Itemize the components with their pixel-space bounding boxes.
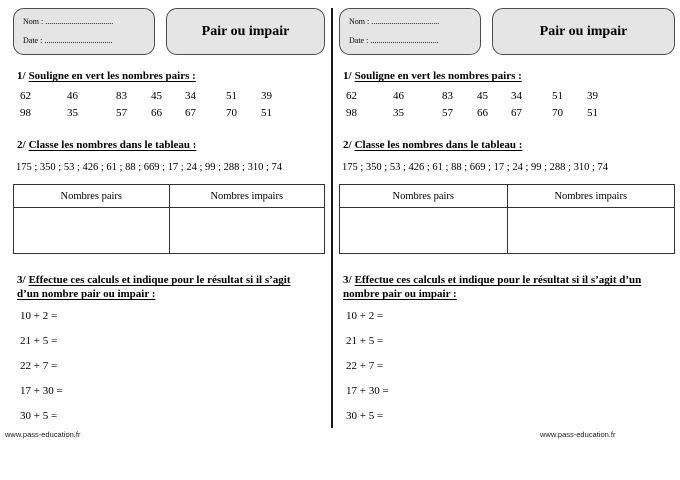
exercise1-number: 1/ [17,70,26,82]
exercise3-number: 3/ [17,274,26,286]
classification-table [13,184,325,254]
calculation-line: 17 + 30 = [20,385,63,397]
calculation-line: 10 + 2 = [20,310,58,322]
exercise3-heading [343,273,675,301]
date-label: Date : .................................. [349,36,439,45]
number-cell: 57 [442,107,453,119]
numbers-to-classify: 175 ; 350 ; 53 ; 426 ; 61 ; 88 ; 669 ; 17 ; 24 ; 99 ; 288 ; 310 ; 74 [342,162,609,173]
number-cell: 45 [477,90,488,102]
calculation-line: 30 + 5 = [346,410,384,422]
classification-table [339,184,675,254]
number-cell: 51 [552,90,563,102]
column-header-pairs: Nombres pairs [14,185,170,208]
exercise3-heading [17,273,325,301]
name-date-box [339,8,481,55]
exercise1-instruction: Souligne en vert les nombres pairs : [28,70,196,82]
exercise2-instruction: Classe les nombres dans le tableau : [28,139,197,151]
date-label: Date : .................................. [23,36,113,45]
number-cell: 34 [511,90,522,102]
worksheet-title: Pair ou impair [166,8,325,55]
worksheet-page-right [339,0,675,480]
calculation-line: 30 + 5 = [20,410,58,422]
numbers-row [20,105,325,122]
exercise3-instruction-line2: d’un nombre pair ou impair : [17,288,156,300]
number-cell: 34 [185,90,196,102]
number-cell: 98 [346,107,357,119]
page-header [13,8,325,55]
number-cell: 62 [20,90,31,102]
answer-cell-impairs [507,208,675,254]
calculation-line: 22 + 7 = [346,360,384,372]
number-cell: 46 [393,90,404,102]
number-cell: 66 [151,107,162,119]
numbers-row [346,88,675,105]
number-cell: 46 [67,90,78,102]
name-date-box [13,8,155,55]
exercise1-heading [17,70,325,83]
exercise1-number: 1/ [343,70,352,82]
number-cell: 45 [151,90,162,102]
answer-cell-pairs [340,208,508,254]
worksheet-page-left [13,0,325,480]
number-cell: 62 [346,90,357,102]
exercise1-heading [343,70,675,83]
number-cell: 57 [116,107,127,119]
exercise3-instruction-line1: Effectue ces calculs et indique pour le résultat si il s’agit d’un [354,274,642,286]
column-header-impairs: Nombres impairs [169,185,325,208]
exercise2-number: 2/ [343,139,352,151]
number-cell: 70 [552,107,563,119]
calculation-line: 17 + 30 = [346,385,389,397]
numbers-row [20,88,325,105]
number-cell: 98 [20,107,31,119]
answer-cell-pairs [14,208,170,254]
number-cell: 51 [587,107,598,119]
calculation-line: 21 + 5 = [20,335,58,347]
number-cell: 39 [587,90,598,102]
exercise2-instruction: Classe les nombres dans le tableau : [354,139,523,151]
numbers-to-classify: 175 ; 350 ; 53 ; 426 ; 61 ; 88 ; 669 ; 17 ; 24 ; 99 ; 288 ; 310 ; 74 [16,162,283,173]
number-cell: 39 [261,90,272,102]
numbers-row [346,105,675,122]
number-cell: 83 [116,90,127,102]
exercise2-number: 2/ [17,139,26,151]
page-header [339,8,675,55]
number-cell: 35 [393,107,404,119]
number-cell: 66 [477,107,488,119]
number-cell: 67 [511,107,522,119]
exercise2-heading [343,139,675,152]
exercise2-heading [17,139,325,152]
name-label: Nom : .................................. [23,17,114,26]
name-label: Nom : .................................. [349,17,440,26]
number-cell: 70 [226,107,237,119]
number-cell: 83 [442,90,453,102]
column-header-impairs: Nombres impairs [507,185,675,208]
number-cell: 67 [185,107,196,119]
number-cell: 51 [226,90,237,102]
column-header-pairs: Nombres pairs [340,185,508,208]
number-cell: 35 [67,107,78,119]
exercise1-instruction: Souligne en vert les nombres pairs : [354,70,522,82]
calculation-line: 22 + 7 = [20,360,58,372]
number-cell: 51 [261,107,272,119]
calculation-line: 10 + 2 = [346,310,384,322]
calculation-line: 21 + 5 = [346,335,384,347]
page-divider-line [331,8,333,428]
website-footer: www.pass-education.fr [540,430,616,439]
worksheet-title: Pair ou impair [492,8,675,55]
exercise3-instruction-line1: Effectue ces calculs et indique pour le résultat si il s’agit [28,274,291,286]
answer-cell-impairs [169,208,325,254]
exercise3-instruction-line2: nombre pair ou impair : [343,288,457,300]
website-footer: www.pass-education.fr [5,430,81,439]
exercise3-number: 3/ [343,274,352,286]
